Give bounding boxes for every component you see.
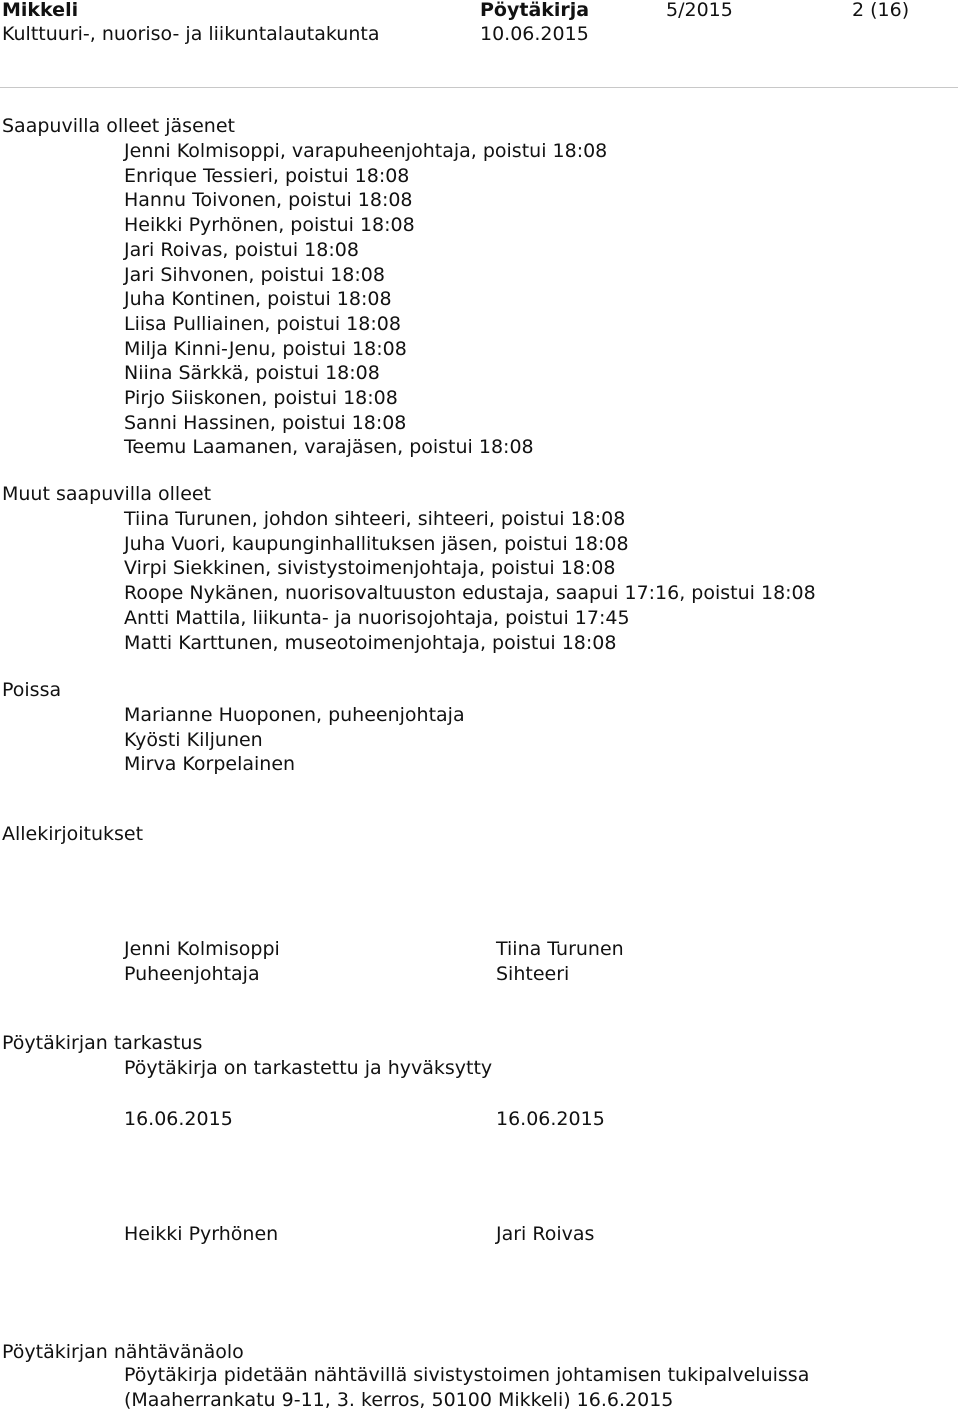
list-item: Antti Mattila, liikunta- ja nuorisojohtaja, poistui 17:45 <box>124 606 630 629</box>
list-item: Jenni Kolmisoppi, varapuheenjohtaja, poistui 18:08 <box>124 140 608 162</box>
document-type: Pöytäkirja <box>480 0 590 21</box>
header-divider <box>0 87 958 88</box>
secretary-role: Sihteeri <box>496 963 570 985</box>
list-item: Enrique Tessieri, poistui 18:08 <box>124 164 410 187</box>
absent-list <box>124 703 465 777</box>
list-item: Marianne Huoponen, puheenjohtaja <box>124 704 465 726</box>
list-item: Kyösti Kiljunen <box>124 728 263 751</box>
others-heading: Muut saapuvilla olleet <box>2 483 212 505</box>
members-heading: Saapuvilla olleet jäsenet <box>2 115 235 137</box>
chair-name: Jenni Kolmisoppi <box>124 938 280 960</box>
page-number: 2 (16) <box>852 0 910 21</box>
list-item: Milja Kinni-Jenu, poistui 18:08 <box>124 337 407 360</box>
meeting-date: 10.06.2015 <box>480 23 589 45</box>
org-name: Mikkeli <box>2 0 79 21</box>
meeting-number: 5/2015 <box>666 0 733 21</box>
list-item: Jari Roivas, poistui 18:08 <box>124 238 359 261</box>
list-item: Hannu Toivonen, poistui 18:08 <box>124 189 413 212</box>
list-item: Teemu Laamanen, varajäsen, poistui 18:08 <box>124 436 534 459</box>
reviewer-name-left: Heikki Pyrhönen <box>124 1223 279 1245</box>
list-item: Liisa Pulliainen, poistui 18:08 <box>124 312 401 335</box>
chair-role: Puheenjohtaja <box>124 963 260 985</box>
list-item: Sanni Hassinen, poistui 18:08 <box>124 411 407 434</box>
display-line-2: (Maaherrankatu 9-11, 3. kerros, 50100 Mikkeli) 16.6.2015 <box>124 1389 674 1411</box>
review-date-left: 16.06.2015 <box>124 1108 233 1130</box>
review-text: Pöytäkirja on tarkastettu ja hyväksytty <box>124 1057 493 1079</box>
list-item: Juha Kontinen, poistui 18:08 <box>124 288 392 311</box>
list-item: Tiina Turunen, johdon sihteeri, sihteeri, poistui 18:08 <box>124 508 626 530</box>
others-list <box>124 507 816 655</box>
list-item: Virpi Siekkinen, sivistystoimenjohtaja, poistui 18:08 <box>124 557 616 580</box>
display-line-1: Pöytäkirja pidetään nähtävillä sivistystoimen johtamisen tukipalveluissa <box>124 1364 810 1386</box>
members-list <box>124 139 607 460</box>
review-heading: Pöytäkirjan tarkastus <box>2 1032 203 1054</box>
list-item: Mirva Korpelainen <box>124 753 296 776</box>
list-item: Juha Vuori, kaupunginhallituksen jäsen, poistui 18:08 <box>124 532 629 555</box>
list-item: Matti Karttunen, museotoimenjohtaja, poistui 18:08 <box>124 631 617 654</box>
review-date-right: 16.06.2015 <box>496 1108 605 1130</box>
list-item: Heikki Pyrhönen, poistui 18:08 <box>124 214 415 237</box>
absent-heading: Poissa <box>2 679 62 701</box>
signatures-heading: Allekirjoitukset <box>2 823 144 845</box>
display-heading: Pöytäkirjan nähtävänäolo <box>2 1341 244 1363</box>
list-item: Niina Särkkä, poistui 18:08 <box>124 362 380 385</box>
list-item: Pirjo Siiskonen, poistui 18:08 <box>124 387 398 410</box>
board-name: Kulttuuri-, nuoriso- ja liikuntalautakunta <box>2 23 380 45</box>
reviewer-name-right: Jari Roivas <box>496 1223 595 1245</box>
list-item: Jari Sihvonen, poistui 18:08 <box>124 263 385 286</box>
list-item: Roope Nykänen, nuorisovaltuuston edustaja, saapui 17:16, poistui 18:08 <box>124 582 816 605</box>
secretary-name: Tiina Turunen <box>496 938 624 960</box>
